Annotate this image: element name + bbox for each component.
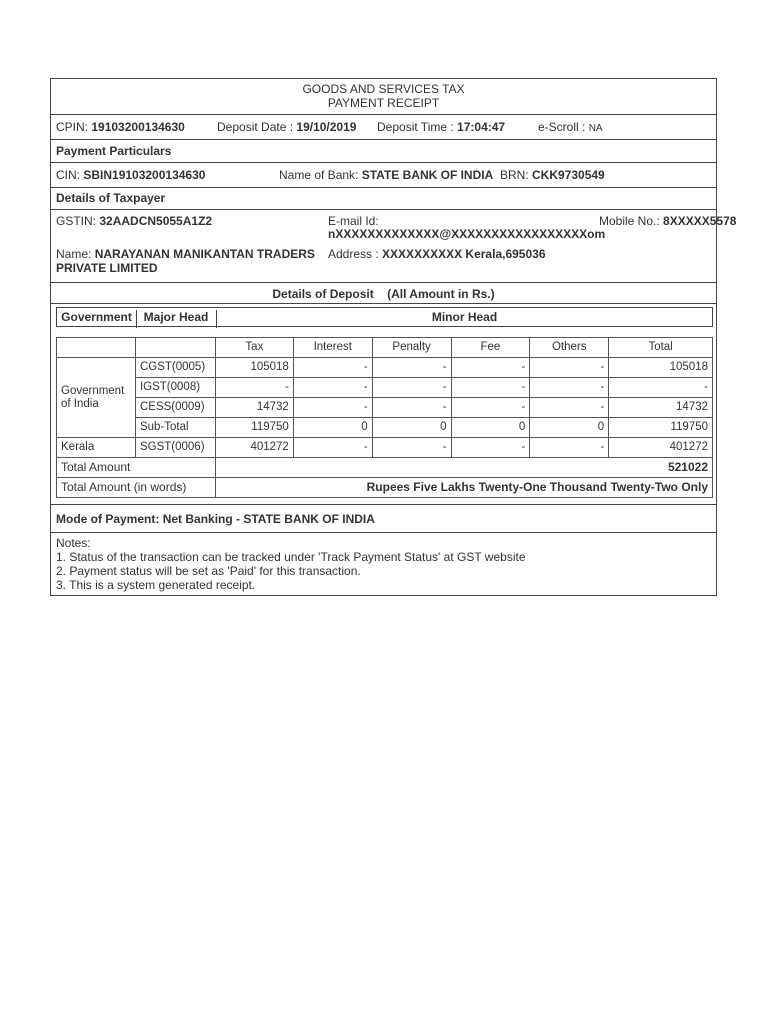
- table-header-row: [57, 338, 713, 358]
- col-header-others: Others: [530, 338, 609, 358]
- penalty-cell: -: [372, 378, 451, 398]
- total-cell: -: [609, 378, 713, 398]
- notes-section: [56, 536, 526, 592]
- brn-field: [500, 168, 605, 182]
- cpin-label: CPIN:: [56, 120, 89, 134]
- others-cell: -: [530, 438, 609, 458]
- mobile-field: [599, 214, 736, 228]
- total-cell: 14732: [609, 398, 713, 418]
- penalty-cell: 0: [372, 418, 451, 438]
- deposit-time-field: [377, 120, 505, 134]
- mode-label: Mode of Payment:: [56, 512, 160, 526]
- cpin-row: [51, 115, 716, 140]
- cin-field: [56, 168, 205, 182]
- others-cell: -: [530, 398, 609, 418]
- interest-cell: -: [293, 398, 372, 418]
- gov-india-cell: Government of India: [57, 358, 136, 438]
- cpin-field: [56, 120, 185, 134]
- deposit-date-field: [217, 120, 356, 134]
- deposit-block: [51, 283, 716, 505]
- escroll-label: e-Scroll :: [538, 120, 586, 134]
- col-header-penalty: Penalty: [372, 338, 451, 358]
- payment-receipt: [50, 78, 737, 596]
- deposit-title-text: Details of Deposit: [272, 287, 374, 301]
- penalty-cell: -: [372, 358, 451, 378]
- total-words-value: Rupees Five Lakhs Twenty-One Thousand Twenty-Two Only: [215, 478, 712, 498]
- header-cell-empty: [57, 338, 136, 358]
- major-head-cell: Sub-Total: [135, 418, 215, 438]
- interest-cell: -: [293, 358, 372, 378]
- tax-cell: 14732: [215, 398, 293, 418]
- total-amount-label: Total Amount: [57, 458, 216, 478]
- interest-cell: -: [293, 438, 372, 458]
- head-bar: [56, 307, 713, 327]
- bank-label: Name of Bank:: [279, 168, 359, 182]
- deposit-time-value: 17:04:47: [457, 120, 506, 134]
- brn-label: BRN:: [500, 168, 529, 182]
- taxpayer-block: [51, 210, 737, 283]
- deposit-time-label: Deposit Time :: [377, 120, 454, 134]
- col-header-total: Total: [609, 338, 713, 358]
- mode-of-payment-row: [51, 505, 716, 533]
- col-header-fee: Fee: [451, 338, 530, 358]
- deposit-divider: [51, 303, 716, 304]
- header-cell-empty: [135, 338, 215, 358]
- cin-row: [51, 163, 716, 188]
- email-label: E-mail Id:: [328, 214, 379, 228]
- bank-field: [279, 168, 493, 182]
- brn-value: CKK9730549: [532, 168, 605, 182]
- tax-cell: 105018: [215, 358, 293, 378]
- payment-particulars-heading-row: [51, 140, 716, 163]
- deposit-subtitle: (All Amount in Rs.): [387, 287, 495, 301]
- major-head-cell: IGST(0008): [135, 378, 215, 398]
- receipt-header: [51, 79, 716, 115]
- cin-label: CIN:: [56, 168, 80, 182]
- name-value-line2: PRIVATE LIMITED: [56, 261, 158, 275]
- header-subtitle: PAYMENT RECEIPT: [327, 96, 440, 110]
- total-words-label: Total Amount (in words): [57, 478, 216, 498]
- address-label: Address :: [328, 247, 379, 261]
- col-header-tax: Tax: [215, 338, 293, 358]
- mode-value: Net Banking - STATE BANK OF INDIA: [162, 512, 375, 526]
- major-head-cell: CGST(0005): [135, 358, 215, 378]
- others-cell: -: [530, 358, 609, 378]
- major-head-cell: SGST(0006): [135, 438, 215, 458]
- head-government: Government: [57, 310, 137, 328]
- note-item: 2. Payment status will be set as 'Paid' for this transaction.: [56, 564, 361, 578]
- table-row-subtotal: [57, 418, 713, 438]
- note-item: 1. Status of the transaction can be tracked under 'Track Payment Status' at GST website: [56, 550, 526, 564]
- others-cell: -: [530, 378, 609, 398]
- tax-cell: 401272: [215, 438, 293, 458]
- fee-cell: 0: [451, 418, 530, 438]
- note-item: 3. This is a system generated receipt.: [56, 578, 256, 592]
- email-value: nXXXXXXXXXXXXX@XXXXXXXXXXXXXXXXXom: [328, 227, 606, 241]
- cpin-value: 19103200134630: [91, 120, 185, 134]
- escroll-field: [538, 120, 603, 136]
- notes-heading: Notes:: [56, 536, 91, 550]
- cin-value: SBIN19103200134630: [83, 168, 206, 182]
- interest-cell: 0: [293, 418, 372, 438]
- total-words-row: [57, 478, 713, 498]
- fee-cell: -: [451, 358, 530, 378]
- deposit-title: [51, 287, 716, 301]
- total-amount-value: 521022: [215, 458, 712, 478]
- gstin-field: [56, 214, 212, 228]
- table-row: [57, 398, 713, 418]
- tax-cell: -: [215, 378, 293, 398]
- total-amount-row: [57, 458, 713, 478]
- penalty-cell: -: [372, 398, 451, 418]
- total-cell: 105018: [609, 358, 713, 378]
- name-label: Name:: [56, 247, 92, 261]
- table-row-state: [57, 438, 713, 458]
- deposit-table: [56, 337, 713, 498]
- tax-cell: 119750: [215, 418, 293, 438]
- gstin-value: 32AADCN5055A1Z2: [99, 214, 213, 228]
- head-major: Major Head: [136, 310, 217, 328]
- table-row: [57, 378, 713, 398]
- taxpayer-heading: Details of Taxpayer: [56, 191, 166, 205]
- taxpayer-heading-row: [51, 188, 716, 210]
- name-value-line1: NARAYANAN MANIKANTAN TRADERS: [94, 247, 315, 261]
- address-value: XXXXXXXXXX Kerala,695036: [382, 247, 546, 261]
- payment-particulars-heading: Payment Particulars: [56, 144, 172, 158]
- mode-of-payment: [56, 512, 375, 526]
- state-cell: Kerala: [57, 438, 136, 458]
- table-row: [57, 358, 713, 378]
- fee-cell: -: [451, 438, 530, 458]
- deposit-date-value: 19/10/2019: [296, 120, 357, 134]
- deposit-date-label: Deposit Date :: [217, 120, 294, 134]
- bank-value: STATE BANK OF INDIA: [361, 168, 494, 182]
- penalty-cell: -: [372, 438, 451, 458]
- others-cell: 0: [530, 418, 609, 438]
- mobile-label: Mobile No.:: [599, 214, 660, 228]
- header-title: GOODS AND SERVICES TAX: [302, 82, 465, 96]
- address-field: [328, 247, 546, 261]
- total-cell: 119750: [609, 418, 713, 438]
- total-cell: 401272: [609, 438, 713, 458]
- major-head-cell: CESS(0009): [135, 398, 215, 418]
- interest-cell: -: [293, 378, 372, 398]
- gstin-label: GSTIN:: [56, 214, 97, 228]
- fee-cell: -: [451, 398, 530, 418]
- fee-cell: -: [451, 378, 530, 398]
- escroll-value: NA: [588, 123, 603, 134]
- head-minor: Minor Head: [431, 310, 498, 324]
- col-header-interest: Interest: [293, 338, 372, 358]
- mobile-value: 8XXXXX5578: [663, 214, 737, 228]
- taxpayer-name-field: [56, 247, 315, 261]
